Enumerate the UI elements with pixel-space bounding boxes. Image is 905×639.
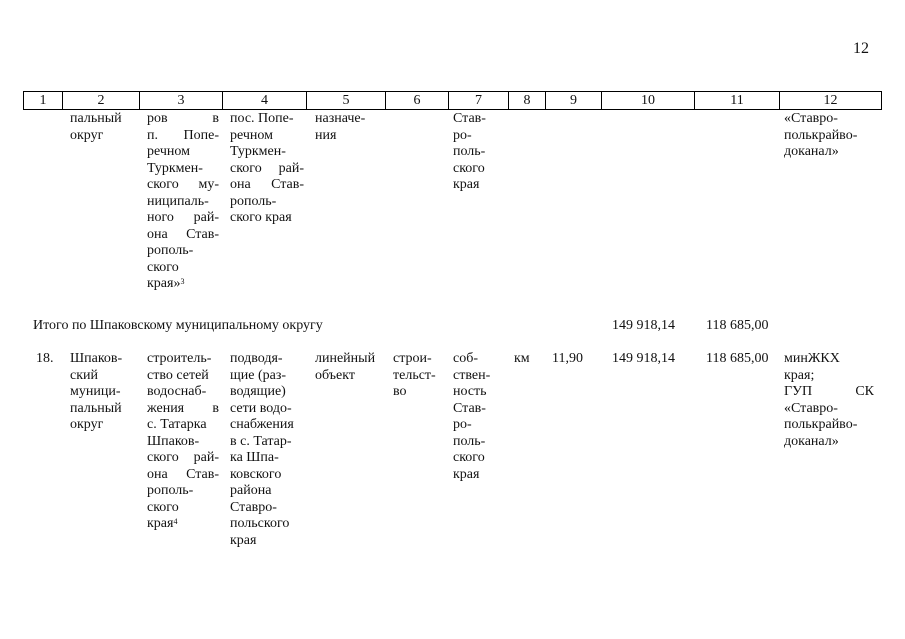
col-header-12: 12: [780, 92, 882, 110]
col-header-7: 7: [449, 92, 509, 110]
row18-col11: 118 685,00: [706, 351, 769, 366]
col-header-5: 5: [307, 92, 386, 110]
row18-number: 18.: [36, 351, 54, 366]
cont-col7: Став- ро- поль- ского края: [453, 111, 486, 192]
column-header-row: [23, 91, 882, 110]
row18-col4: подводя- щие (раз- водящие) сети водо- снабжения в с. Татар- ка Шпа- ковского района Ставро- польского края: [230, 351, 294, 548]
cont-col5: назначе- ния: [315, 111, 366, 143]
footnote-ref-4: 4: [173, 517, 178, 526]
row18-col3: строитель- ство сетей водоснаб- жения в с. Татарка Шпаков- ского рай- она Став- рополь- ского края$^4$: [147, 351, 219, 531]
row18-col8: км: [514, 351, 530, 366]
footnote-ref-3: 3: [180, 277, 185, 286]
page-number: 12: [853, 40, 869, 57]
row18-col7: соб- ствен- ность Став- ро- поль- ского края: [453, 351, 491, 482]
row18-col10: 149 918,14: [612, 351, 675, 366]
col-header-1: 1: [24, 92, 63, 110]
col-header-6: 6: [386, 92, 449, 110]
col-header-11: 11: [695, 92, 780, 110]
cont-col3: ров в п. Попе- речном Туркмен- ского му- ниципаль- ного рай- она Став- рополь- ского края»$^3$: [147, 111, 219, 291]
col-header-10: 10: [602, 92, 695, 110]
total-col10: 149 918,14: [612, 318, 675, 333]
row18-col6: строи- тельст- во: [393, 351, 436, 399]
col-header-2: 2: [63, 92, 140, 110]
row18-col2: Шпаков- ский муници- пальный округ: [70, 351, 123, 432]
col-header-4: 4: [223, 92, 307, 110]
row18-col12: минЖКХ края; ГУП СК «Ставро- полькрайво- доканал»: [784, 351, 874, 449]
col-header-8: 8: [509, 92, 546, 110]
col-header-3: 3: [140, 92, 223, 110]
total-label: Итого по Шпаковскому муниципальному округу: [33, 318, 323, 333]
total-col11: 118 685,00: [706, 318, 769, 333]
cont-col4: пос. Попе- речном Туркмен- ского рай- она Став- рополь- ского края: [230, 111, 304, 225]
cont-col12: «Ставро- полькрайво- доканал»: [784, 111, 858, 159]
row18-col5: линейный объект: [315, 351, 376, 383]
row18-col9: 11,90: [552, 351, 583, 366]
cont-col2: пальный округ: [70, 111, 122, 143]
col-header-9: 9: [546, 92, 602, 110]
